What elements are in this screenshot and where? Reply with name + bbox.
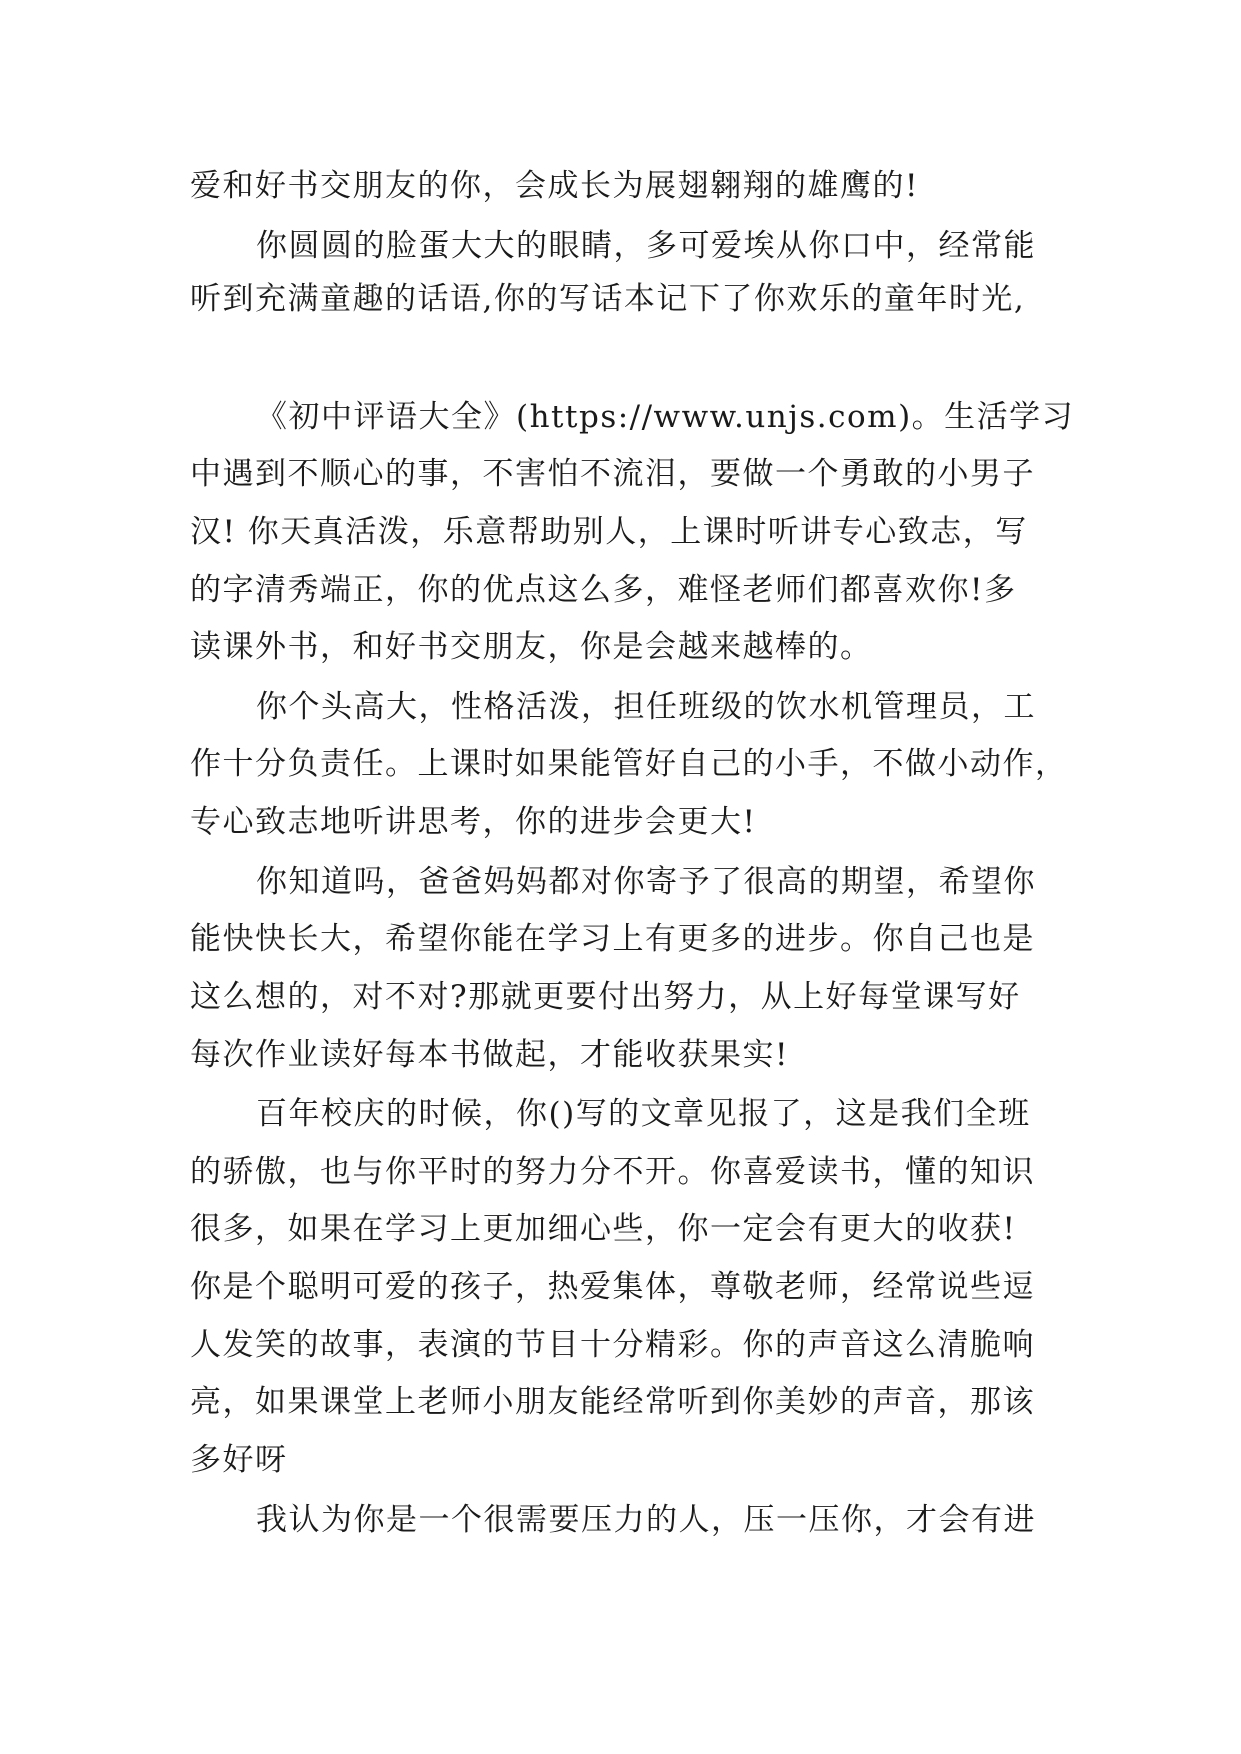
text-line: 你圆圆的脸蛋大大的眼睛，多可爱埃从你口中，经常能 <box>256 228 1036 264</box>
text-line: 能快快长大，希望你能在学习上有更多的进步。你自己也是 <box>190 921 1035 957</box>
text-line: 你是个聪明可爱的孩子，热爱集体，尊敬老师，经常说些逗 <box>190 1269 1035 1305</box>
text-line: 《初中评语大全》(https://www.unjs.com)。生活学习 <box>256 399 1075 435</box>
text-line: 每次作业读好每本书做起，才能收获果实! <box>190 1037 789 1073</box>
text-line: 的骄傲，也与你平时的努力分不开。你喜爱读书，懂的知识 <box>190 1154 1035 1190</box>
text-line: 人发笑的故事，表演的节目十分精彩。你的声音这么清脆响 <box>190 1327 1035 1363</box>
text-line: 我认为你是一个很需要压力的人，压一压你，才会有进 <box>256 1502 1036 1538</box>
text-line: 你知道吗，爸爸妈妈都对你寄予了很高的期望，希望你 <box>256 864 1036 900</box>
text-line: 汉! 你天真活泼，乐意帮助别人，上课时听讲专心致志，写 <box>190 514 1028 550</box>
text-line: 的字清秀端正，你的优点这么多，难怪老师们都喜欢你!多 <box>190 572 1017 608</box>
text-line: 作十分负责任。上课时如果能管好自己的小手，不做小动作， <box>190 746 1068 782</box>
text-line: 多好呀 <box>190 1442 288 1478</box>
text-line: 百年校庆的时候，你()写的文章见报了，这是我们全班 <box>256 1096 1031 1132</box>
text-line: 听到充满童趣的话语,你的写话本记下了你欢乐的童年时光, <box>190 281 1026 317</box>
text-line: 读课外书，和好书交朋友，你是会越来越棒的。 <box>190 629 873 665</box>
text-line: 很多，如果在学习上更加细心些，你一定会有更大的收获! <box>190 1211 1017 1247</box>
text-line: 爱和好书交朋友的你，会成长为展翅翱翔的雄鹰的! <box>190 168 919 204</box>
text-line: 亮，如果课堂上老师小朋友能经常听到你美妙的声音，那该 <box>190 1384 1035 1420</box>
text-line: 中遇到不顺心的事，不害怕不流泪，要做一个勇敢的小男子 <box>190 456 1035 492</box>
text-line: 这么想的，对不对?那就更要付出努力，从上好每堂课写好 <box>190 979 1021 1015</box>
text-line: 你个头高大，性格活泼，担任班级的饮水机管理员，工 <box>256 689 1036 725</box>
text-line: 专心致志地听讲思考，你的进步会更大! <box>190 804 757 840</box>
